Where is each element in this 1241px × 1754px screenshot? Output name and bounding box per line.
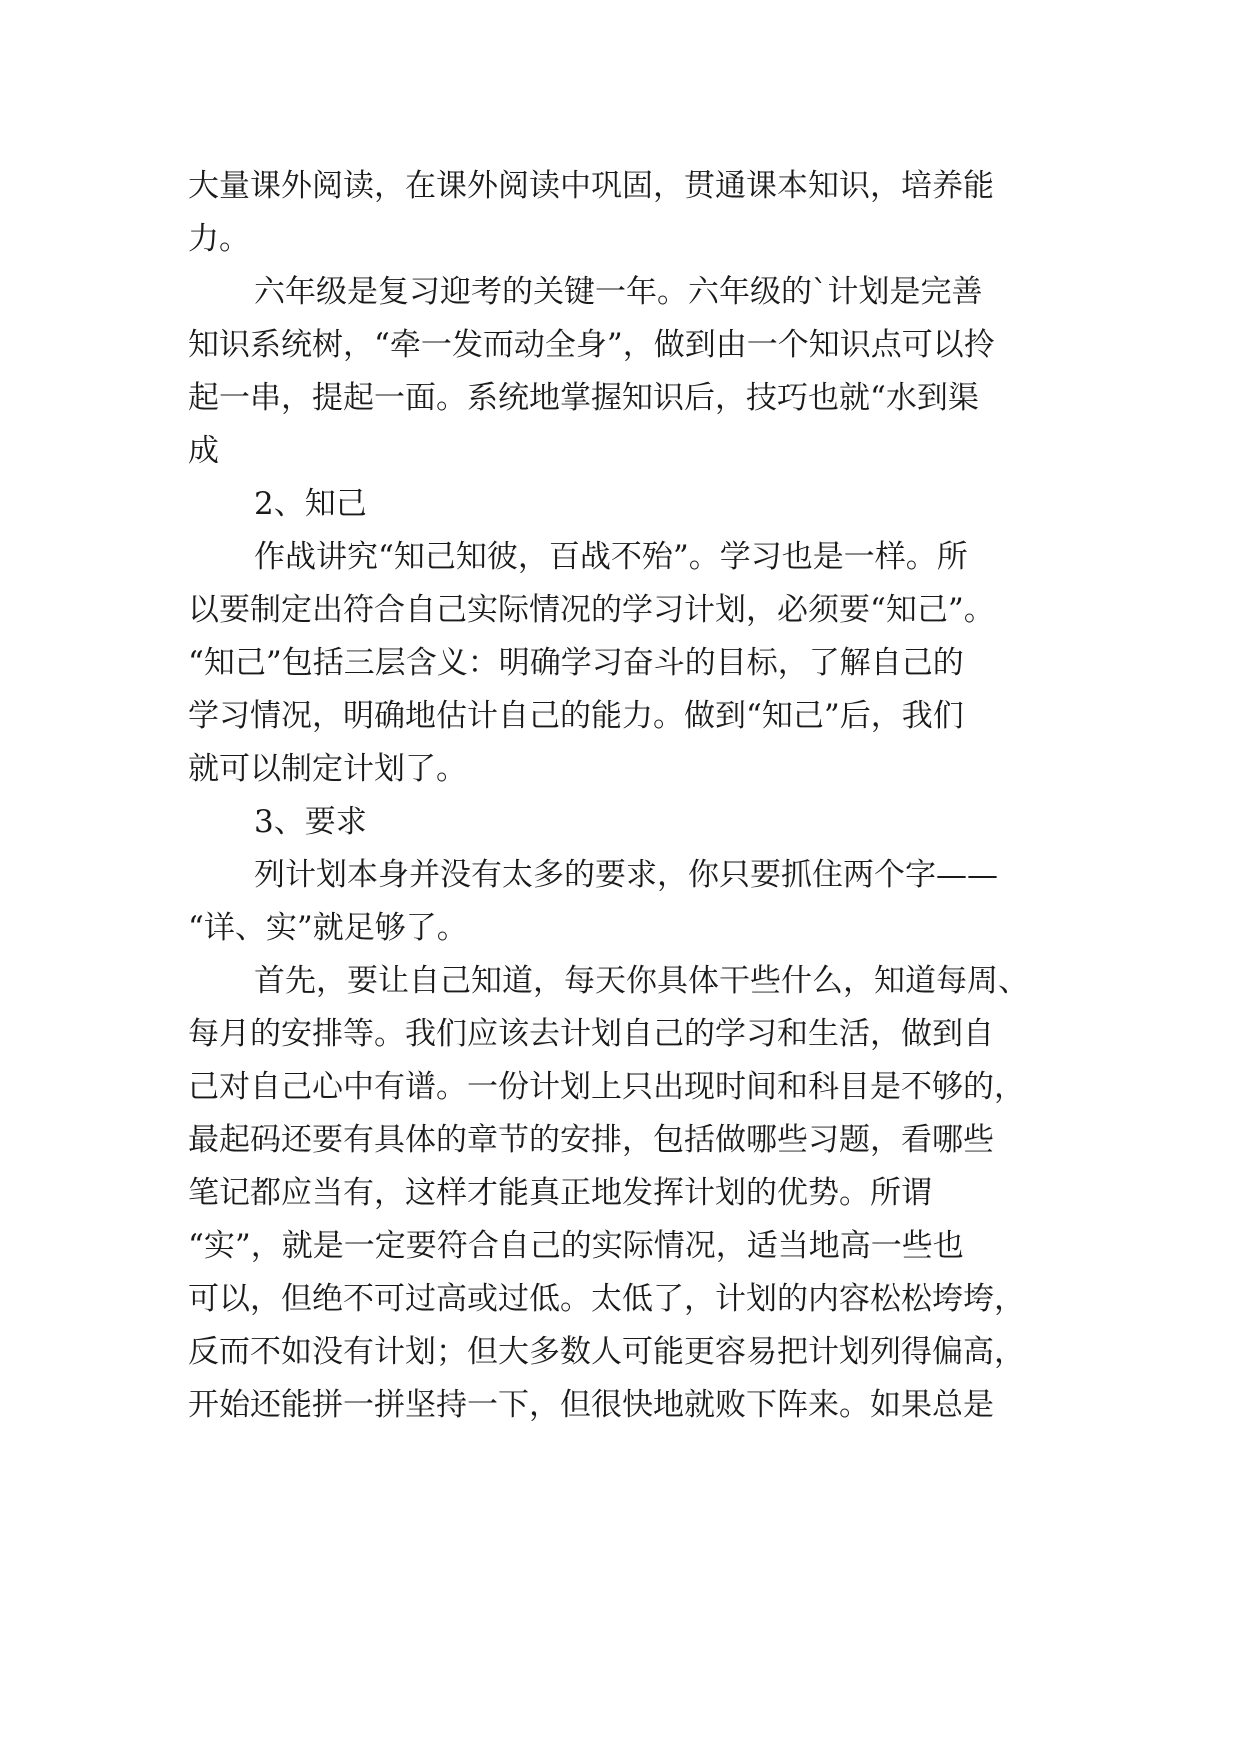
text-line: 可以，但绝不可过高或过低。太低了，计划的内容松松垮垮， <box>188 1281 1025 1317</box>
text-line: “实”，就是一定要符合自己的实际情况，适当地高一些也 <box>188 1228 964 1264</box>
text-line: “知己”包括三层含义：明确学习奋斗的目标，了解自己的 <box>188 645 964 681</box>
text-line: 反而不如没有计划；但大多数人可能更容易把计划列得偏高， <box>188 1334 1025 1370</box>
paragraph-start-line: 六年级是复习迎考的关键一年。六年级的`计划是完善 <box>254 274 983 310</box>
text-line: 力。 <box>188 221 250 257</box>
text-line: 最起码还要有具体的章节的安排，包括做哪些习题，看哪些 <box>188 1122 994 1158</box>
text-line: 开始还能拼一拼坚持一下，但很快地就败下阵来。如果总是 <box>188 1387 994 1423</box>
section-heading: 3、要求 <box>254 804 367 840</box>
text-line: 大量课外阅读，在课外阅读中巩固，贯通课本知识，培养能 <box>188 168 994 204</box>
text-line: 起一串，提起一面。系统地掌握知识后，技巧也就“水到渠 <box>188 380 979 416</box>
text-line: 己对自己心中有谱。一份计划上只出现时间和科目是不够的， <box>188 1069 1025 1105</box>
text-line: 每月的安排等。我们应该去计划自己的学习和生活，做到自 <box>188 1016 994 1052</box>
body-text <box>188 160 1088 1432</box>
paragraph-start-line: 列计划本身并没有太多的要求，你只要抓住两个字—— <box>254 857 998 893</box>
paragraph-start-line: 作战讲究“知己知彼，百战不殆”。学习也是一样。所 <box>254 539 968 575</box>
text-line: 成 <box>188 433 219 469</box>
text-line: 学习情况，明确地估计自己的能力。做到“知己”后，我们 <box>188 698 964 734</box>
text-line: 知识系统树，“牵一发而动全身”，做到由一个知识点可以拎 <box>188 327 995 363</box>
paragraph-start-line: 首先，要让自己知道，每天你具体干些什么，知道每周、 <box>254 963 1029 999</box>
section-heading: 2、知己 <box>254 486 367 522</box>
text-line: “详、实”就足够了。 <box>188 910 468 946</box>
text-line: 以要制定出符合自己实际情况的学习计划，必须要“知己”。 <box>188 592 995 628</box>
text-line: 就可以制定计划了。 <box>188 751 467 787</box>
text-line: 笔记都应当有，这样才能真正地发挥计划的优势。所谓 <box>188 1175 932 1211</box>
